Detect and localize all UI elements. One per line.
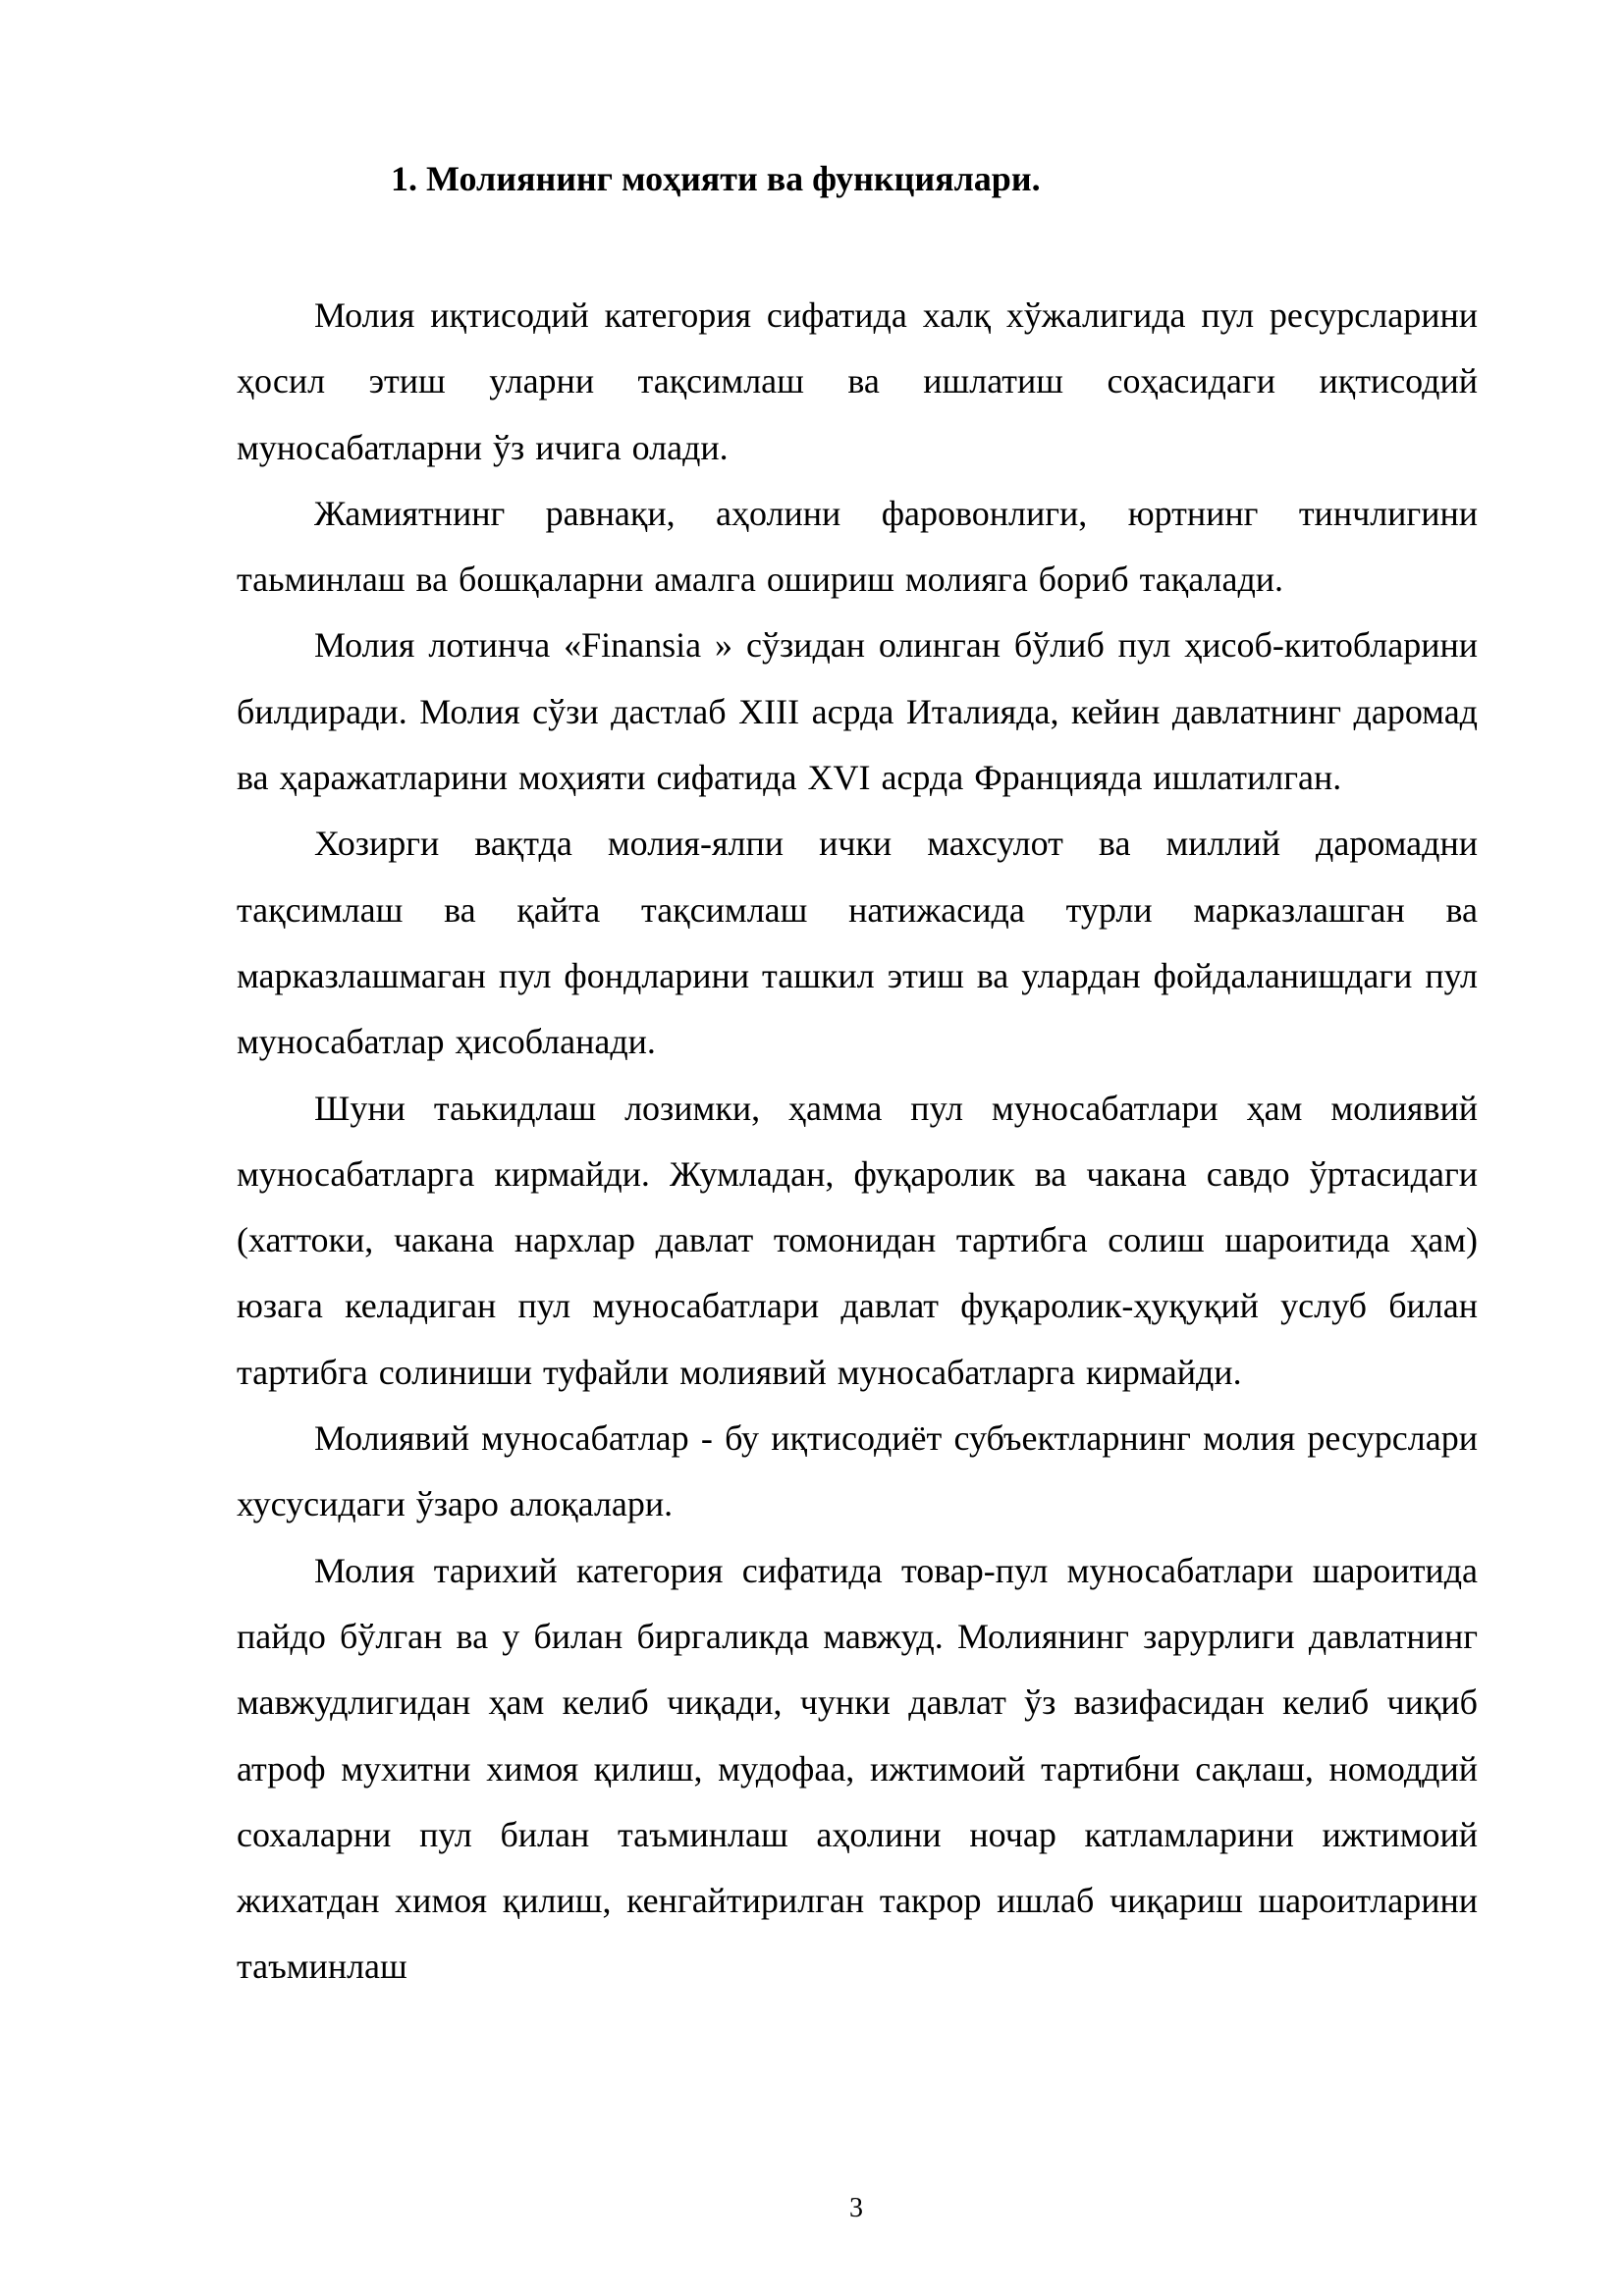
paragraph-5: Шуни таькидлаш лозимки, ҳамма пул муносабатлари ҳам молиявий муносабатларга кирмайди. Жумладан, фуқаролик ва чакана савдо ўртасидаги (хаттоки, чакана нархлар давлат томонидан тартибга солиш шароитида ҳам) юзага келадиган пул муносабатлари давлат фуқаролик-ҳуқуқий услуб билан тартибга солиниши туфайли молиявий муносабатларга кирмайди.: [237, 1088, 1478, 1392]
paragraph-4: Хозирги вақтда молия-ялпи ички махсулот ва миллий даромадни тақсимлаш ва қайта тақсимлаш натижасида турли марказлашган ва марказлашмаган пул фондларини ташкил этиш ва улардан фойдаланишдаги пул муносабатлар ҳисобланади.: [237, 824, 1478, 1062]
section-heading: 1. Молиянинг моҳияти ва функциялари.: [391, 159, 1041, 198]
paragraph-7: Молия тарихий категория сифатида товар-пул муносабатлари шароитида пайдо бўлган ва у билан биргаликда мавжуд. Молиянинг зарурлиги давлатнинг мавжудлигидан ҳам келиб чиқади, чунки давлат ўз вазифасидан келиб чиқиб атроф мухитни химоя қилиш, мудофаа, ижтимоий тартибни сақлаш, номоддий сохаларни пул билан таъминлаш аҳолини ночар катламларини ижтимоий жихатдан химоя қилиш, кенгайтирилган такрор ишлаб чиқариш шароитларини таъминлаш: [237, 1550, 1478, 1987]
paragraph-3: Молия лотинча «Finansia » сўзидан олинган бўлиб пул ҳисоб-китобларини билдиради. Молия сўзи дастлаб XIII асрда Италияда, кейин давлатнинг даромад ва ҳаражатларини моҳияти сифатида XVI асрда Францияда ишлатилган.: [237, 625, 1478, 798]
paragraph-2: Жамиятнинг равнақи, аҳолини фаровонлиги, юртнинг тинчлигини таьминлаш ва бошқаларни амалга ошириш молияга бориб тақалади.: [237, 493, 1478, 600]
paragraph-1: Молия иқтисодий категория сифатида халқ хўжалигида пул ресурсларини ҳосил этиш уларни тақсимлаш ва ишлатиш соҳасидаги иқтисодий муносабатларни ўз ичига олади.: [237, 295, 1478, 467]
paragraph-6: Молиявий муносабатлар - бу иқтисодиёт субъектларнинг молия ресурслари хусусидаги ўзаро алоқалари.: [237, 1418, 1478, 1524]
body-text: [237, 283, 1478, 2001]
page-number: 3: [849, 2193, 863, 2223]
